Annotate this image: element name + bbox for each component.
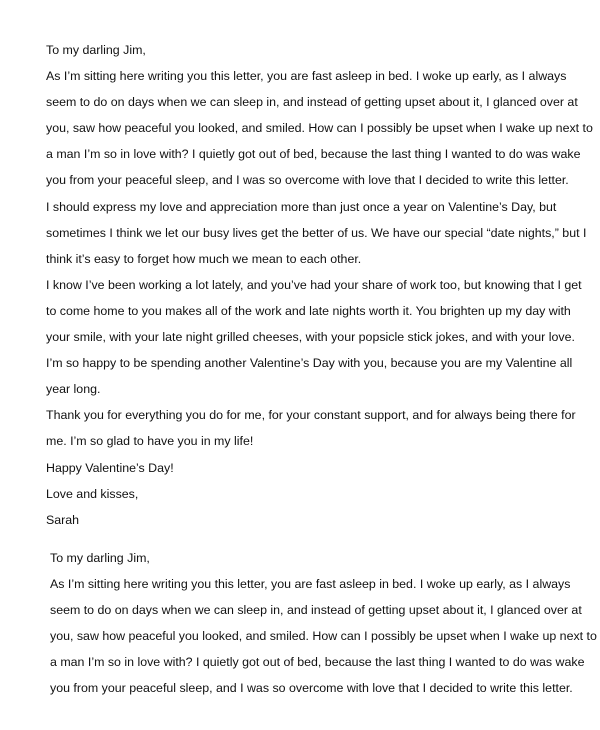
body-line: As I’m sitting here writing you this letter, you are fast asleep in bed. I woke up early, as I always [50,577,571,592]
body-line: your smile, with your late night grilled cheeses, with your popsicle stick jokes, and with your love. [46,330,575,345]
body-line: you from your peaceful sleep, and I was so overcome with love that I decided to write this letter. [46,173,569,188]
letter-page-1 [46,37,593,533]
salutation: To my darling Jim, [50,551,150,565]
body-line: seem to do on days when we can sleep in, and instead of getting upset about it, I glanced over at [46,95,578,110]
body-line: you, saw how peaceful you looked, and smiled. How can I possibly be upset when I wake up next to [50,629,597,644]
letter-page-2 [50,545,597,702]
body-line: sometimes I think we let our busy lives get the better of us. We have our special “date nights,” but I [46,225,587,240]
body-line: you from your peaceful sleep, and I was so overcome with love that I decided to write this letter. [50,681,573,696]
body-line: a man I’m so in love with? I quietly got out of bed, because the last thing I wanted to do was wake [50,655,585,670]
body-line: As I’m sitting here writing you this letter, you are fast asleep in bed. I woke up early, as I always [46,69,567,84]
greeting-line: Happy Valentine’s Day! [46,460,174,475]
body-line: I know I’ve been working a lot lately, and you’ve had your share of work too, but knowing that I get [46,277,582,292]
body-line: a man I’m so in love with? I quietly got out of bed, because the last thing I wanted to do was wake [46,147,581,162]
body-line: you, saw how peaceful you looked, and smiled. How can I possibly be upset when I wake up next to [46,121,593,136]
body-line: Thank you for everything you do for me, for your constant support, and for always being there for [46,408,576,423]
signature-name: Sarah [46,512,80,527]
closing-line: Love and kisses, [46,486,139,501]
body-line: me. I’m so glad to have you in my life! [46,434,254,449]
body-line: to come home to you makes all of the work and late nights worth it. You brighten up my day with [46,303,571,318]
body-line: think it’s easy to forget how much we mean to each other. [46,251,362,266]
body-line: seem to do on days when we can sleep in, and instead of getting upset about it, I glanced over at [50,603,582,618]
body-line: I’m so happy to be spending another Valentine’s Day with you, because you are my Valentine all [46,356,573,371]
salutation: To my darling Jim, [46,43,146,57]
body-line: I should express my love and appreciation more than just once a year on Valentine’s Day, but [46,199,557,214]
body-line: year long. [46,382,101,397]
